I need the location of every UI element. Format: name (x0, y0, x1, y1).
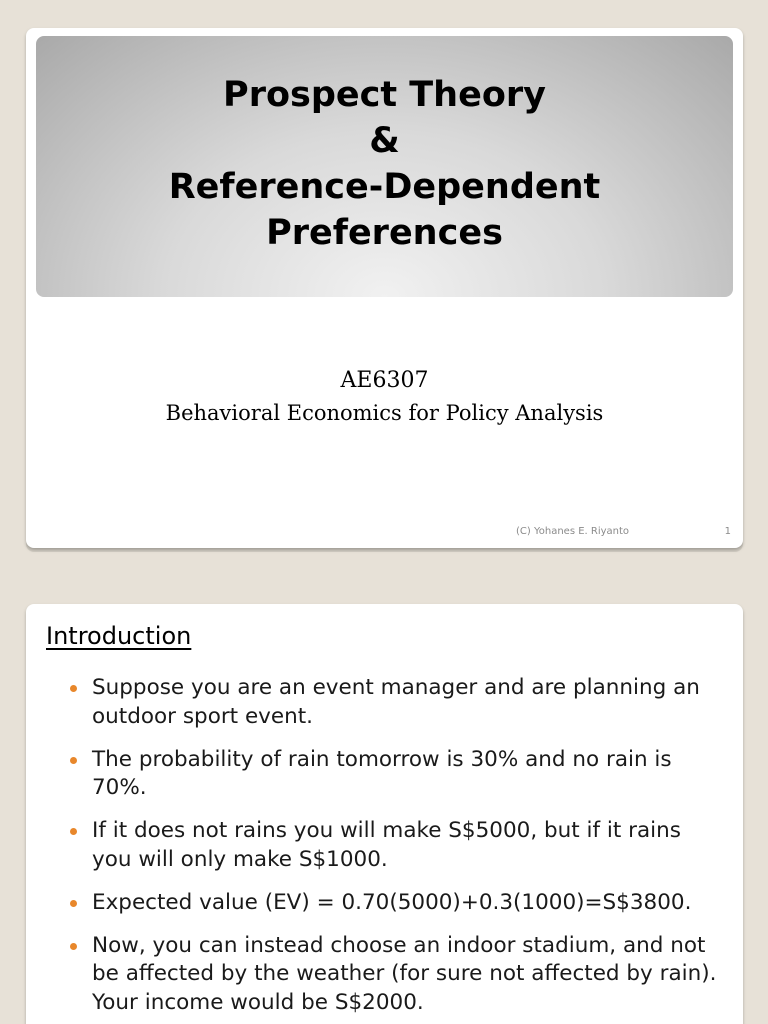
bullet-dot-icon (70, 757, 77, 764)
bullet-dot-icon (70, 828, 77, 835)
slide-introduction (26, 604, 743, 1024)
bullet-text: Expected value (EV) = 0.70(5000)+0.3(1000)=S$3800. (92, 889, 692, 915)
bullet-item (66, 817, 726, 874)
bullet-list (66, 674, 726, 1024)
bullet-text: The probability of rain tomorrow is 30% and no rain is 70%. (92, 746, 672, 800)
course-name: Behavioral Economics for Policy Analysis (165, 401, 604, 425)
bullet-text: If it does not rains you will make S$5000, but if it rains you will only make S$1000. (92, 818, 681, 872)
bullet-dot-icon (70, 685, 77, 692)
bullet-item (66, 932, 726, 1018)
bullet-dot-icon (70, 943, 77, 950)
slide-title (26, 28, 743, 548)
title-line-1: Prospect Theory (223, 74, 546, 115)
title-line-2: & (369, 120, 400, 161)
subtitle-block (26, 365, 743, 429)
bullet-item (66, 746, 726, 803)
bullet-dot-icon (70, 900, 77, 907)
title-line-3: Reference-Dependent (168, 166, 601, 207)
bullet-item (66, 889, 726, 918)
slide-footer-author: (C) Yohanes E. Riyanto (516, 526, 630, 537)
slide-heading: Introduction (46, 622, 192, 650)
course-code: AE6307 (340, 368, 429, 393)
bullet-text: Now, you can instead choose an indoor stadium, and not be affected by the weather (for sure not affected by rain). Your income would be S$2000. (92, 932, 717, 1015)
bullet-text: Suppose you are an event manager and are planning an outdoor sport event. (92, 675, 700, 729)
title-line-4: Preferences (266, 212, 503, 253)
title-banner (36, 36, 733, 297)
bullet-item (66, 674, 726, 731)
slide-page-number: 1 (724, 526, 731, 537)
